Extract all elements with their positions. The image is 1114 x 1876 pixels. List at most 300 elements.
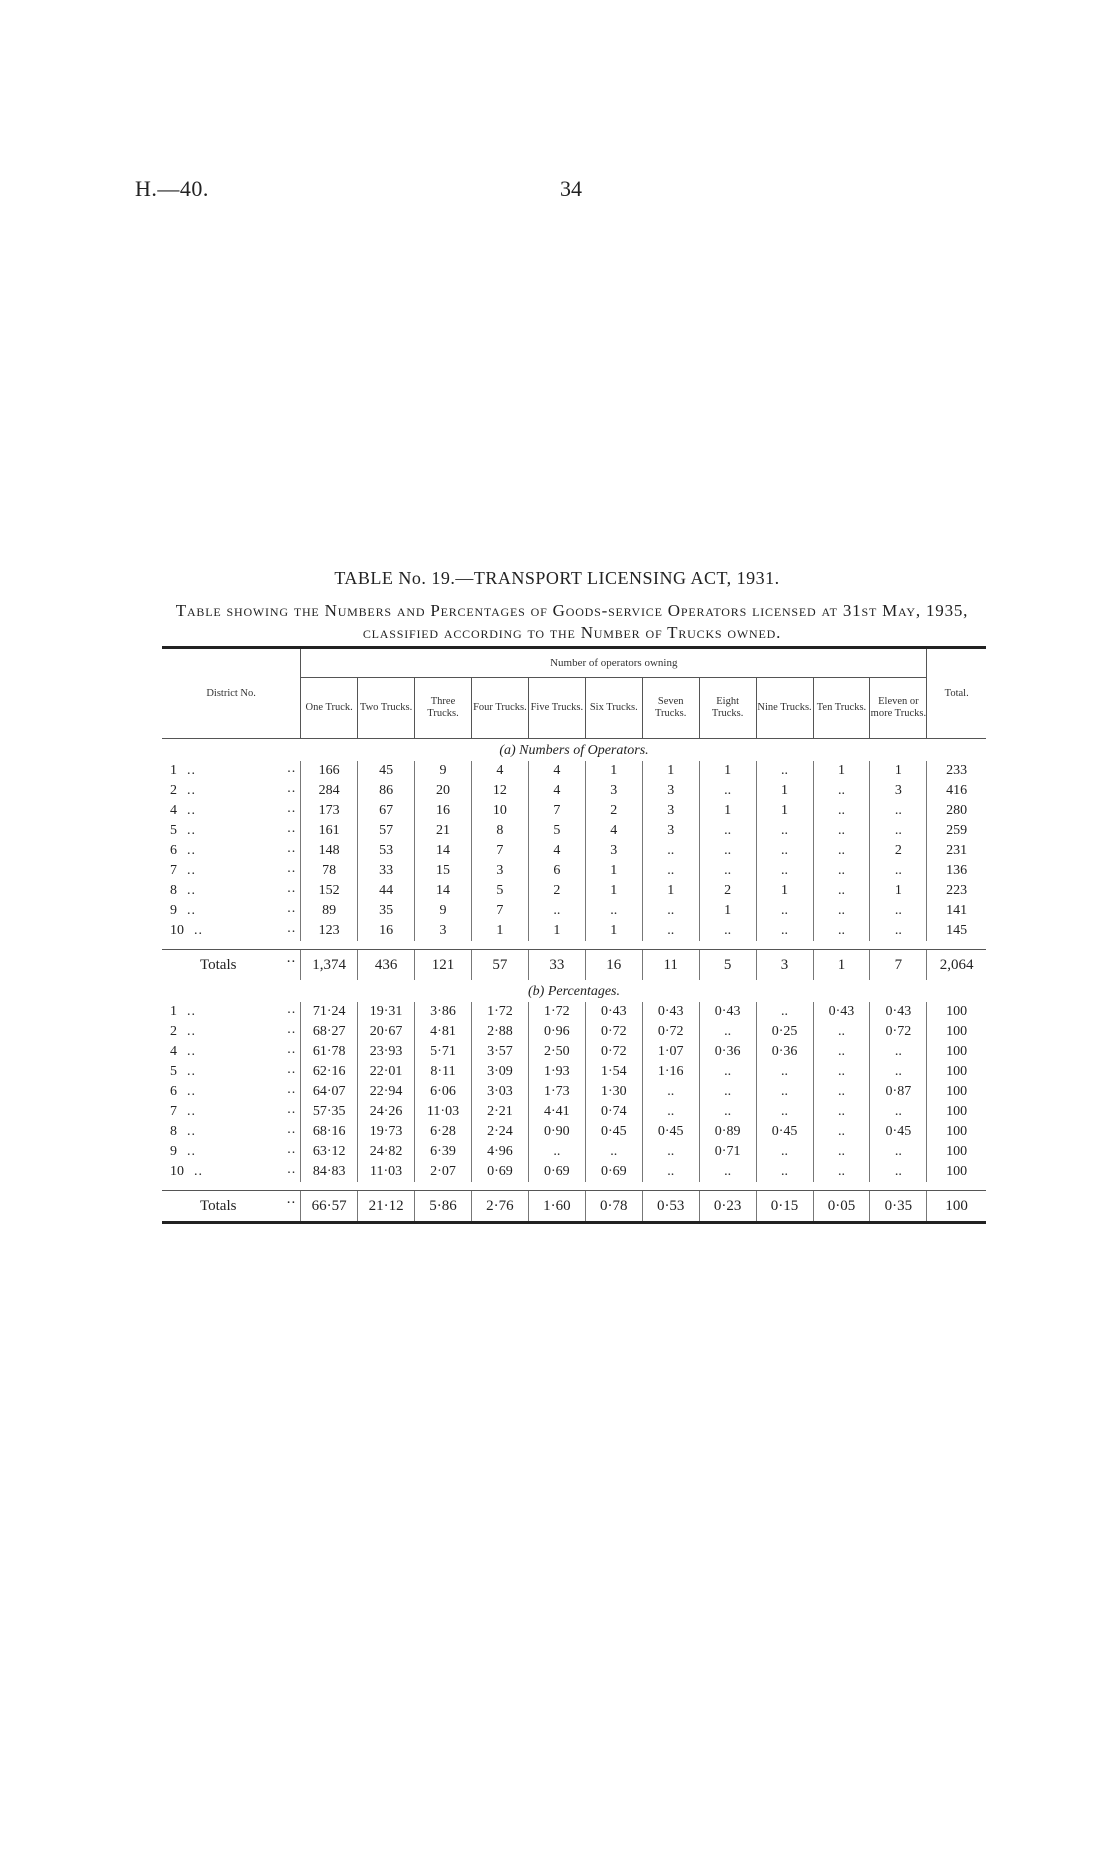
value-cell: 0·71 [699,1142,756,1162]
column-header: Eleven or more Trucks. [870,678,927,739]
value-cell: 161 [301,821,358,841]
value-cell: 57 [358,821,415,841]
district-cell [162,1022,301,1042]
value-cell: .. [642,901,699,921]
grand-total-cell: 100 [927,1191,986,1223]
page-number: 34 [560,176,582,201]
value-cell: 16 [415,801,472,821]
table-header [162,648,986,739]
value-cell: .. [870,1142,927,1162]
totals-value-cell: 1,374 [301,950,358,981]
table-title: TABLE No. 19.—TRANSPORT LICENSING ACT, 1931. [334,568,780,588]
leader-dots: .. [287,821,297,836]
leader-dots: .. [287,761,297,776]
total-cell: 100 [927,1022,986,1042]
value-cell: 61·78 [301,1042,358,1062]
value-cell: .. [813,881,870,901]
column-header: Nine Trucks. [756,678,813,739]
value-cell: .. [642,1082,699,1102]
value-cell: 20 [415,781,472,801]
column-header: One Truck. [301,678,358,739]
district-cell [162,821,301,841]
leader-dots: .. [187,1104,196,1119]
value-cell: .. [699,1062,756,1082]
value-cell: 1·30 [585,1082,642,1102]
total-cell: 141 [927,901,986,921]
value-cell: .. [813,1062,870,1082]
value-cell: .. [813,821,870,841]
leader-dots: .. [187,863,196,878]
district-number: 6 [170,843,177,858]
value-cell: 14 [415,841,472,861]
column-header: Four Trucks. [471,678,528,739]
value-cell: .. [585,901,642,921]
district-cell [162,1162,301,1182]
district-number: 9 [170,1144,177,1159]
district-number: 5 [170,823,177,838]
column-header: Three Trucks. [415,678,472,739]
value-cell: 4·96 [471,1142,528,1162]
totals-value-cell: 0·23 [699,1191,756,1223]
grand-total-cell: 2,064 [927,950,986,981]
value-cell: 1 [699,761,756,781]
value-cell: .. [756,1102,813,1122]
value-cell: 2·07 [415,1162,472,1182]
value-cell: .. [699,841,756,861]
value-cell: 0·43 [699,1002,756,1022]
value-cell: 0·69 [528,1162,585,1182]
value-cell: 19·73 [358,1122,415,1142]
value-cell: 1 [756,801,813,821]
value-cell: 19·31 [358,1002,415,1022]
section-b-body [162,980,986,1223]
value-cell: .. [528,1142,585,1162]
value-cell: .. [813,921,870,941]
table-row [162,1122,986,1142]
value-cell: 3·09 [471,1062,528,1082]
value-cell: 0·45 [756,1122,813,1142]
value-cell: 0·72 [870,1022,927,1042]
value-cell: .. [756,761,813,781]
district-number: 5 [170,1064,177,1079]
total-cell: 280 [927,801,986,821]
district-cell [162,901,301,921]
value-cell: 7 [471,841,528,861]
leader-dots: .. [187,1084,196,1099]
value-cell: 62·16 [301,1062,358,1082]
value-cell: 3·86 [415,1002,472,1022]
value-cell: 3 [642,801,699,821]
value-cell: .. [870,1102,927,1122]
table-row [162,1062,986,1082]
value-cell: .. [756,841,813,861]
table-row [162,921,986,941]
leader-dots: .. [187,1024,196,1039]
total-cell: 136 [927,861,986,881]
table-row [162,1142,986,1162]
value-cell: 86 [358,781,415,801]
total-cell: 100 [927,1082,986,1102]
value-cell: 2 [528,881,585,901]
value-cell: 0·72 [585,1022,642,1042]
value-cell: .. [699,1082,756,1102]
value-cell: .. [528,901,585,921]
district-number: 2 [170,783,177,798]
leader-dots: .. [194,923,203,938]
total-cell: 233 [927,761,986,781]
value-cell: 0·87 [870,1082,927,1102]
leader-dots: .. [287,1042,297,1057]
value-cell: .. [642,1162,699,1182]
district-number: 9 [170,903,177,918]
value-cell: 1·73 [528,1082,585,1102]
column-header: Seven Trucks. [642,678,699,739]
value-cell: 0·69 [585,1162,642,1182]
value-cell: 71·24 [301,1002,358,1022]
district-cell [162,861,301,881]
value-cell: 5·71 [415,1042,472,1062]
value-cell: 22·94 [358,1082,415,1102]
value-cell: 12 [471,781,528,801]
value-cell: 0·43 [870,1002,927,1022]
value-cell: 89 [301,901,358,921]
value-cell: 45 [358,761,415,781]
value-cell: 78 [301,861,358,881]
totals-value-cell: 436 [358,950,415,981]
value-cell: 24·82 [358,1142,415,1162]
value-cell: 1 [585,921,642,941]
value-cell: .. [813,901,870,921]
value-cell: .. [642,861,699,881]
value-cell: 6·06 [415,1082,472,1102]
value-cell: 3 [471,861,528,881]
total-cell: 100 [927,1162,986,1182]
value-cell: .. [813,1142,870,1162]
value-cell: 0·90 [528,1122,585,1142]
totals-value-cell: 2·76 [471,1191,528,1223]
totals-value-cell: 121 [415,950,472,981]
column-header: Ten Trucks. [813,678,870,739]
leader-dots: .. [286,950,297,966]
column-header: Five Trucks. [528,678,585,739]
value-cell: 2·21 [471,1102,528,1122]
totals-value-cell: 0·78 [585,1191,642,1223]
totals-label-cell [162,950,301,981]
totals-value-cell: 0·05 [813,1191,870,1223]
totals-value-cell: 66·57 [301,1191,358,1223]
value-cell: .. [870,861,927,881]
value-cell: .. [756,901,813,921]
value-cell: 3 [642,821,699,841]
total-cell: 100 [927,1122,986,1142]
value-cell: 4 [528,841,585,861]
table-row [162,881,986,901]
totals-value-cell: 1 [813,950,870,981]
total-header: Total. [927,648,986,739]
district-cell [162,781,301,801]
value-cell: 63·12 [301,1142,358,1162]
value-cell: .. [813,1042,870,1062]
value-cell: 20·67 [358,1022,415,1042]
value-cell: 173 [301,801,358,821]
value-cell: .. [870,1162,927,1182]
value-cell: .. [870,901,927,921]
value-cell: 2·50 [528,1042,585,1062]
value-cell: 0·45 [870,1122,927,1142]
totals-value-cell: 7 [870,950,927,981]
value-cell: 10 [471,801,528,821]
district-number: 8 [170,1124,177,1139]
total-cell: 100 [927,1002,986,1022]
value-cell: 2 [585,801,642,821]
totals-value-cell: 57 [471,950,528,981]
district-cell [162,1102,301,1122]
section-title: (b) Percentages. [528,984,620,999]
column-header: Six Trucks. [585,678,642,739]
value-cell: 3·03 [471,1082,528,1102]
value-cell: .. [756,821,813,841]
leader-dots: .. [287,1122,297,1137]
value-cell: 4·41 [528,1102,585,1122]
value-cell: 5 [528,821,585,841]
value-cell: 22·01 [358,1062,415,1082]
leader-dots: .. [187,1124,196,1139]
table-row [162,781,986,801]
value-cell: 0·43 [642,1002,699,1022]
value-cell: 1 [699,901,756,921]
total-cell: 223 [927,881,986,901]
value-cell: .. [642,1142,699,1162]
value-cell: 0·69 [471,1162,528,1182]
value-cell: 4 [585,821,642,841]
table-subtitle: Table showing the Numbers and Percentages of Goods-service Operators licensed at 31st May, 1935, classified according to the Number of Trucks owned. [175,601,969,642]
value-cell: 0·36 [756,1042,813,1062]
value-cell: 3 [642,781,699,801]
totals-value-cell: 5 [699,950,756,981]
value-cell: 68·16 [301,1122,358,1142]
leader-dots: .. [187,883,196,898]
table-row [162,1162,986,1182]
value-cell: .. [756,861,813,881]
value-cell: .. [870,1062,927,1082]
value-cell: 67 [358,801,415,821]
value-cell: 1 [870,761,927,781]
value-cell: 2·88 [471,1022,528,1042]
leader-dots: .. [187,823,196,838]
value-cell: 1 [870,881,927,901]
leader-dots: .. [287,861,297,876]
value-cell: 44 [358,881,415,901]
value-cell: 0·45 [642,1122,699,1142]
leader-dots: .. [187,1004,196,1019]
total-cell: 231 [927,841,986,861]
totals-value-cell: 0·53 [642,1191,699,1223]
totals-value-cell: 0·35 [870,1191,927,1223]
value-cell: .. [756,1002,813,1022]
value-cell: 68·27 [301,1022,358,1042]
value-cell: .. [870,801,927,821]
total-cell: 100 [927,1102,986,1122]
group-header: Number of operators owning [301,648,927,678]
leader-dots: .. [187,1144,196,1159]
leader-dots: .. [287,1062,297,1077]
value-cell: 15 [415,861,472,881]
leader-dots: .. [287,1002,297,1017]
district-cell [162,1062,301,1082]
column-header: Eight Trucks. [699,678,756,739]
value-cell: 1 [756,781,813,801]
total-cell: 416 [927,781,986,801]
district-header: District No. [162,648,301,739]
total-cell: 100 [927,1062,986,1082]
table-row [162,841,986,861]
district-cell [162,801,301,821]
district-cell [162,761,301,781]
page-reference: H.—40. [135,176,209,201]
value-cell: .. [642,921,699,941]
value-cell: .. [870,921,927,941]
value-cell: .. [699,861,756,881]
table-row [162,1042,986,1062]
value-cell: .. [699,1162,756,1182]
totals-label: Totals [200,1197,237,1214]
value-cell: 1·16 [642,1062,699,1082]
leader-dots: .. [287,781,297,796]
value-cell: 1 [585,881,642,901]
value-cell: .. [585,1142,642,1162]
totals-value-cell: 3 [756,950,813,981]
value-cell: 84·83 [301,1162,358,1182]
totals-label: Totals [200,956,237,973]
value-cell: 57·35 [301,1102,358,1122]
value-cell: 152 [301,881,358,901]
totals-row [162,950,986,981]
totals-value-cell: 21·12 [358,1191,415,1223]
value-cell: 5 [471,881,528,901]
leader-dots: .. [287,1142,297,1157]
total-cell: 100 [927,1142,986,1162]
value-cell: 8 [471,821,528,841]
value-cell: 2·24 [471,1122,528,1142]
district-number: 2 [170,1024,177,1039]
value-cell: .. [699,921,756,941]
value-cell: 3 [870,781,927,801]
district-number: 1 [170,763,177,778]
total-cell: 145 [927,921,986,941]
value-cell: .. [813,1122,870,1142]
value-cell: 0·36 [699,1042,756,1062]
district-number: 8 [170,883,177,898]
district-cell [162,1002,301,1022]
value-cell: 123 [301,921,358,941]
district-number: 1 [170,1004,177,1019]
value-cell: 0·89 [699,1122,756,1142]
leader-dots: .. [287,1082,297,1097]
district-cell [162,1082,301,1102]
table-row [162,801,986,821]
value-cell: 2 [870,841,927,861]
value-cell: 1 [642,881,699,901]
district-cell [162,881,301,901]
district-number: 4 [170,1044,177,1059]
value-cell: .. [813,781,870,801]
section-title: (a) Numbers of Operators. [499,743,649,758]
value-cell: 3·57 [471,1042,528,1062]
statistics-table-container [162,646,986,1224]
table-row [162,1022,986,1042]
value-cell: 3 [585,781,642,801]
value-cell: 7 [471,901,528,921]
leader-dots: .. [287,1162,297,1177]
district-cell [162,1042,301,1062]
value-cell: 6·28 [415,1122,472,1142]
district-cell [162,1122,301,1142]
district-cell [162,841,301,861]
value-cell: 0·72 [585,1042,642,1062]
totals-value-cell: 11 [642,950,699,981]
value-cell: 4 [471,761,528,781]
district-number: 10 [170,1164,184,1179]
value-cell: 0·45 [585,1122,642,1142]
value-cell: .. [813,861,870,881]
leader-dots: .. [287,1022,297,1037]
district-cell [162,1142,301,1162]
totals-label-cell [162,1191,301,1223]
table-row [162,901,986,921]
value-cell: .. [699,1102,756,1122]
value-cell: 4 [528,761,585,781]
value-cell: .. [813,841,870,861]
value-cell: 35 [358,901,415,921]
totals-value-cell: 33 [528,950,585,981]
leader-dots: .. [287,801,297,816]
value-cell: .. [756,1082,813,1102]
value-cell: 2 [699,881,756,901]
leader-dots: .. [194,1164,203,1179]
value-cell: 1 [699,801,756,821]
value-cell: 21 [415,821,472,841]
value-cell: 148 [301,841,358,861]
leader-dots: .. [286,1191,297,1207]
value-cell: 16 [358,921,415,941]
value-cell: 14 [415,881,472,901]
totals-value-cell: 1·60 [528,1191,585,1223]
totals-value-cell: 16 [585,950,642,981]
value-cell: 9 [415,901,472,921]
value-cell: .. [642,1102,699,1122]
value-cell: .. [756,1162,813,1182]
value-cell: 284 [301,781,358,801]
total-cell: 259 [927,821,986,841]
value-cell: 6·39 [415,1142,472,1162]
value-cell: 1 [585,861,642,881]
value-cell: 1 [471,921,528,941]
value-cell: 0·25 [756,1022,813,1042]
value-cell: 64·07 [301,1082,358,1102]
value-cell: 4 [528,781,585,801]
value-cell: 1 [813,761,870,781]
value-cell: 1 [756,881,813,901]
leader-dots: .. [187,843,196,858]
value-cell: 11·03 [358,1162,415,1182]
district-number: 4 [170,803,177,818]
value-cell: 8·11 [415,1062,472,1082]
district-number: 7 [170,1104,177,1119]
leader-dots: .. [187,1064,196,1079]
value-cell: 3 [585,841,642,861]
table-row [162,1082,986,1102]
value-cell: 1·72 [471,1002,528,1022]
